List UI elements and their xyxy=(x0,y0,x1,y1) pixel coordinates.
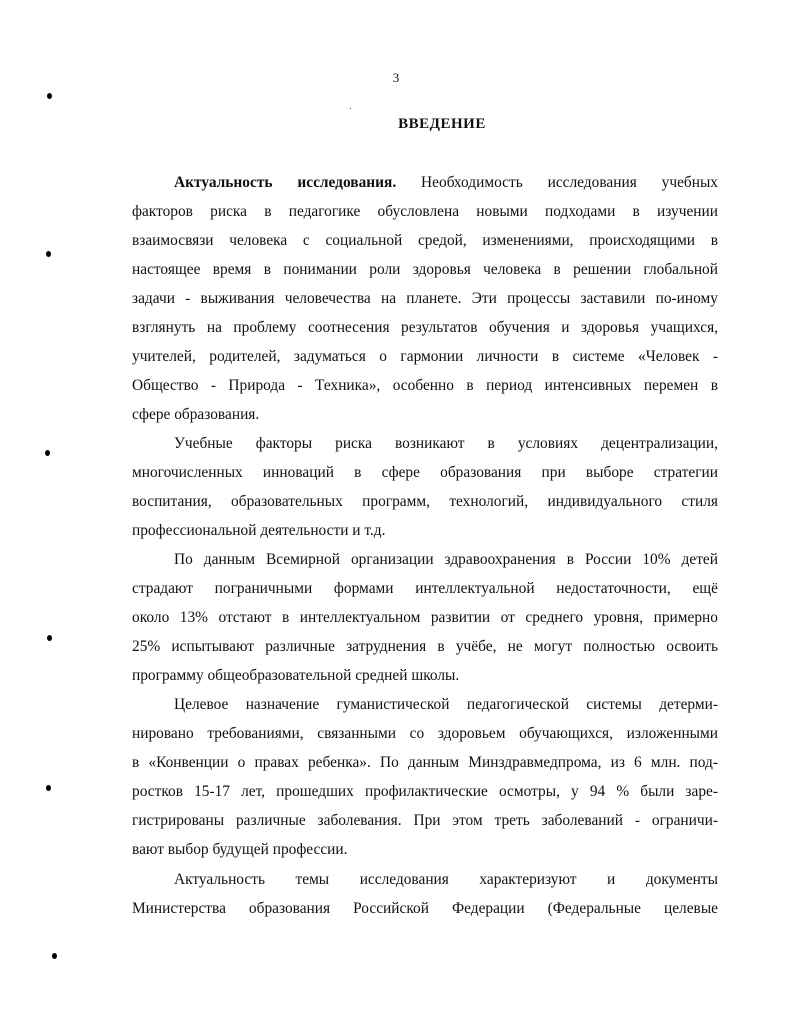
paragraph-line: Общество - Природа - Техника», особенно в период интенсивных перемен в xyxy=(132,377,718,394)
paragraph-line: страдают пограничными формами интеллектуальной недостаточности, ещё xyxy=(132,580,718,597)
scan-dot-icon xyxy=(46,251,51,257)
lead-rest-text: Необходимость исследования учебных xyxy=(421,174,718,191)
paragraph-line: настоящее время в понимании роли здоровья человека в решении глобальной xyxy=(132,261,718,278)
paragraph-line: гистрированы различные заболевания. При этом треть заболеваний - ограничи- xyxy=(132,812,718,829)
paragraph-line: вают выбор будущей профессии. xyxy=(132,841,348,858)
paragraph-line: в «Конвенции о правах ребенка». По данным Минздравмедпрома, из 6 млн. под- xyxy=(132,754,718,771)
paragraph-line: программу общеобразовательной средней школы. xyxy=(132,667,460,684)
paragraph-line: 25% испытывают различные затруднения в учёбе, не могут полностью освоить xyxy=(132,638,718,655)
paragraph-line: нировано требованиями, связанными со здоровьем обучающихся, изложенными xyxy=(132,725,718,742)
paragraph-line: взаимосвязи человека с социальной средой, изменениями, происходящими в xyxy=(132,232,718,249)
lead-bold-text: Актуальность исследования. xyxy=(174,174,397,191)
paragraph-line: факторов риска в педагогике обусловлена новыми подходами в изучении xyxy=(132,203,718,220)
paragraph-line: Учебные факторы риска возникают в условиях децентрализации, xyxy=(174,435,718,452)
paragraph-line: профессиональной деятельности и т.д. xyxy=(132,522,386,539)
paragraph-line: сфере образования. xyxy=(132,406,260,423)
paragraph-line: По данным Всемирной организации здравоохранения в России 10% детей xyxy=(174,551,718,568)
scan-speck-icon xyxy=(350,108,351,109)
section-heading: ВВЕДЕНИЕ xyxy=(398,116,486,132)
paragraph-line xyxy=(174,173,718,193)
scan-dot-icon xyxy=(46,785,51,791)
paragraph-line: ростков 15-17 лет, прошедших профилактические осмотры, у 94 % были заре- xyxy=(132,783,718,800)
scan-dot-icon xyxy=(52,953,57,959)
paragraph-line: около 13% отстают в интеллектуальном развитии от среднего уровня, примерно xyxy=(132,609,718,626)
paragraph-line: взглянуть на проблему соотнесения результатов обучения и здоровья учащихся, xyxy=(132,319,718,336)
scan-dot-icon xyxy=(47,93,52,99)
page-number: 3 xyxy=(392,70,400,85)
paragraph-line: Целевое назначение гуманистической педагогической системы детерми- xyxy=(174,696,718,713)
paragraph-line: воспитания, образовательных программ, технологий, индивидуального стиля xyxy=(132,493,718,510)
paragraph-line: задачи - выживания человечества на планете. Эти процессы заставили по-иному xyxy=(132,290,718,307)
scan-dot-icon xyxy=(45,450,50,456)
scan-dot-icon xyxy=(47,635,52,641)
paragraph-line: многочисленных инноваций в сфере образования при выборе стратегии xyxy=(132,464,718,481)
paragraph-line: Министерства образования Российской Федерации (Федеральные целевые xyxy=(132,900,718,917)
paragraph-line: Актуальность темы исследования характеризуют и документы xyxy=(174,871,718,888)
paragraph-line: учителей, родителей, задуматься о гармонии личности в системе «Человек - xyxy=(132,348,718,365)
